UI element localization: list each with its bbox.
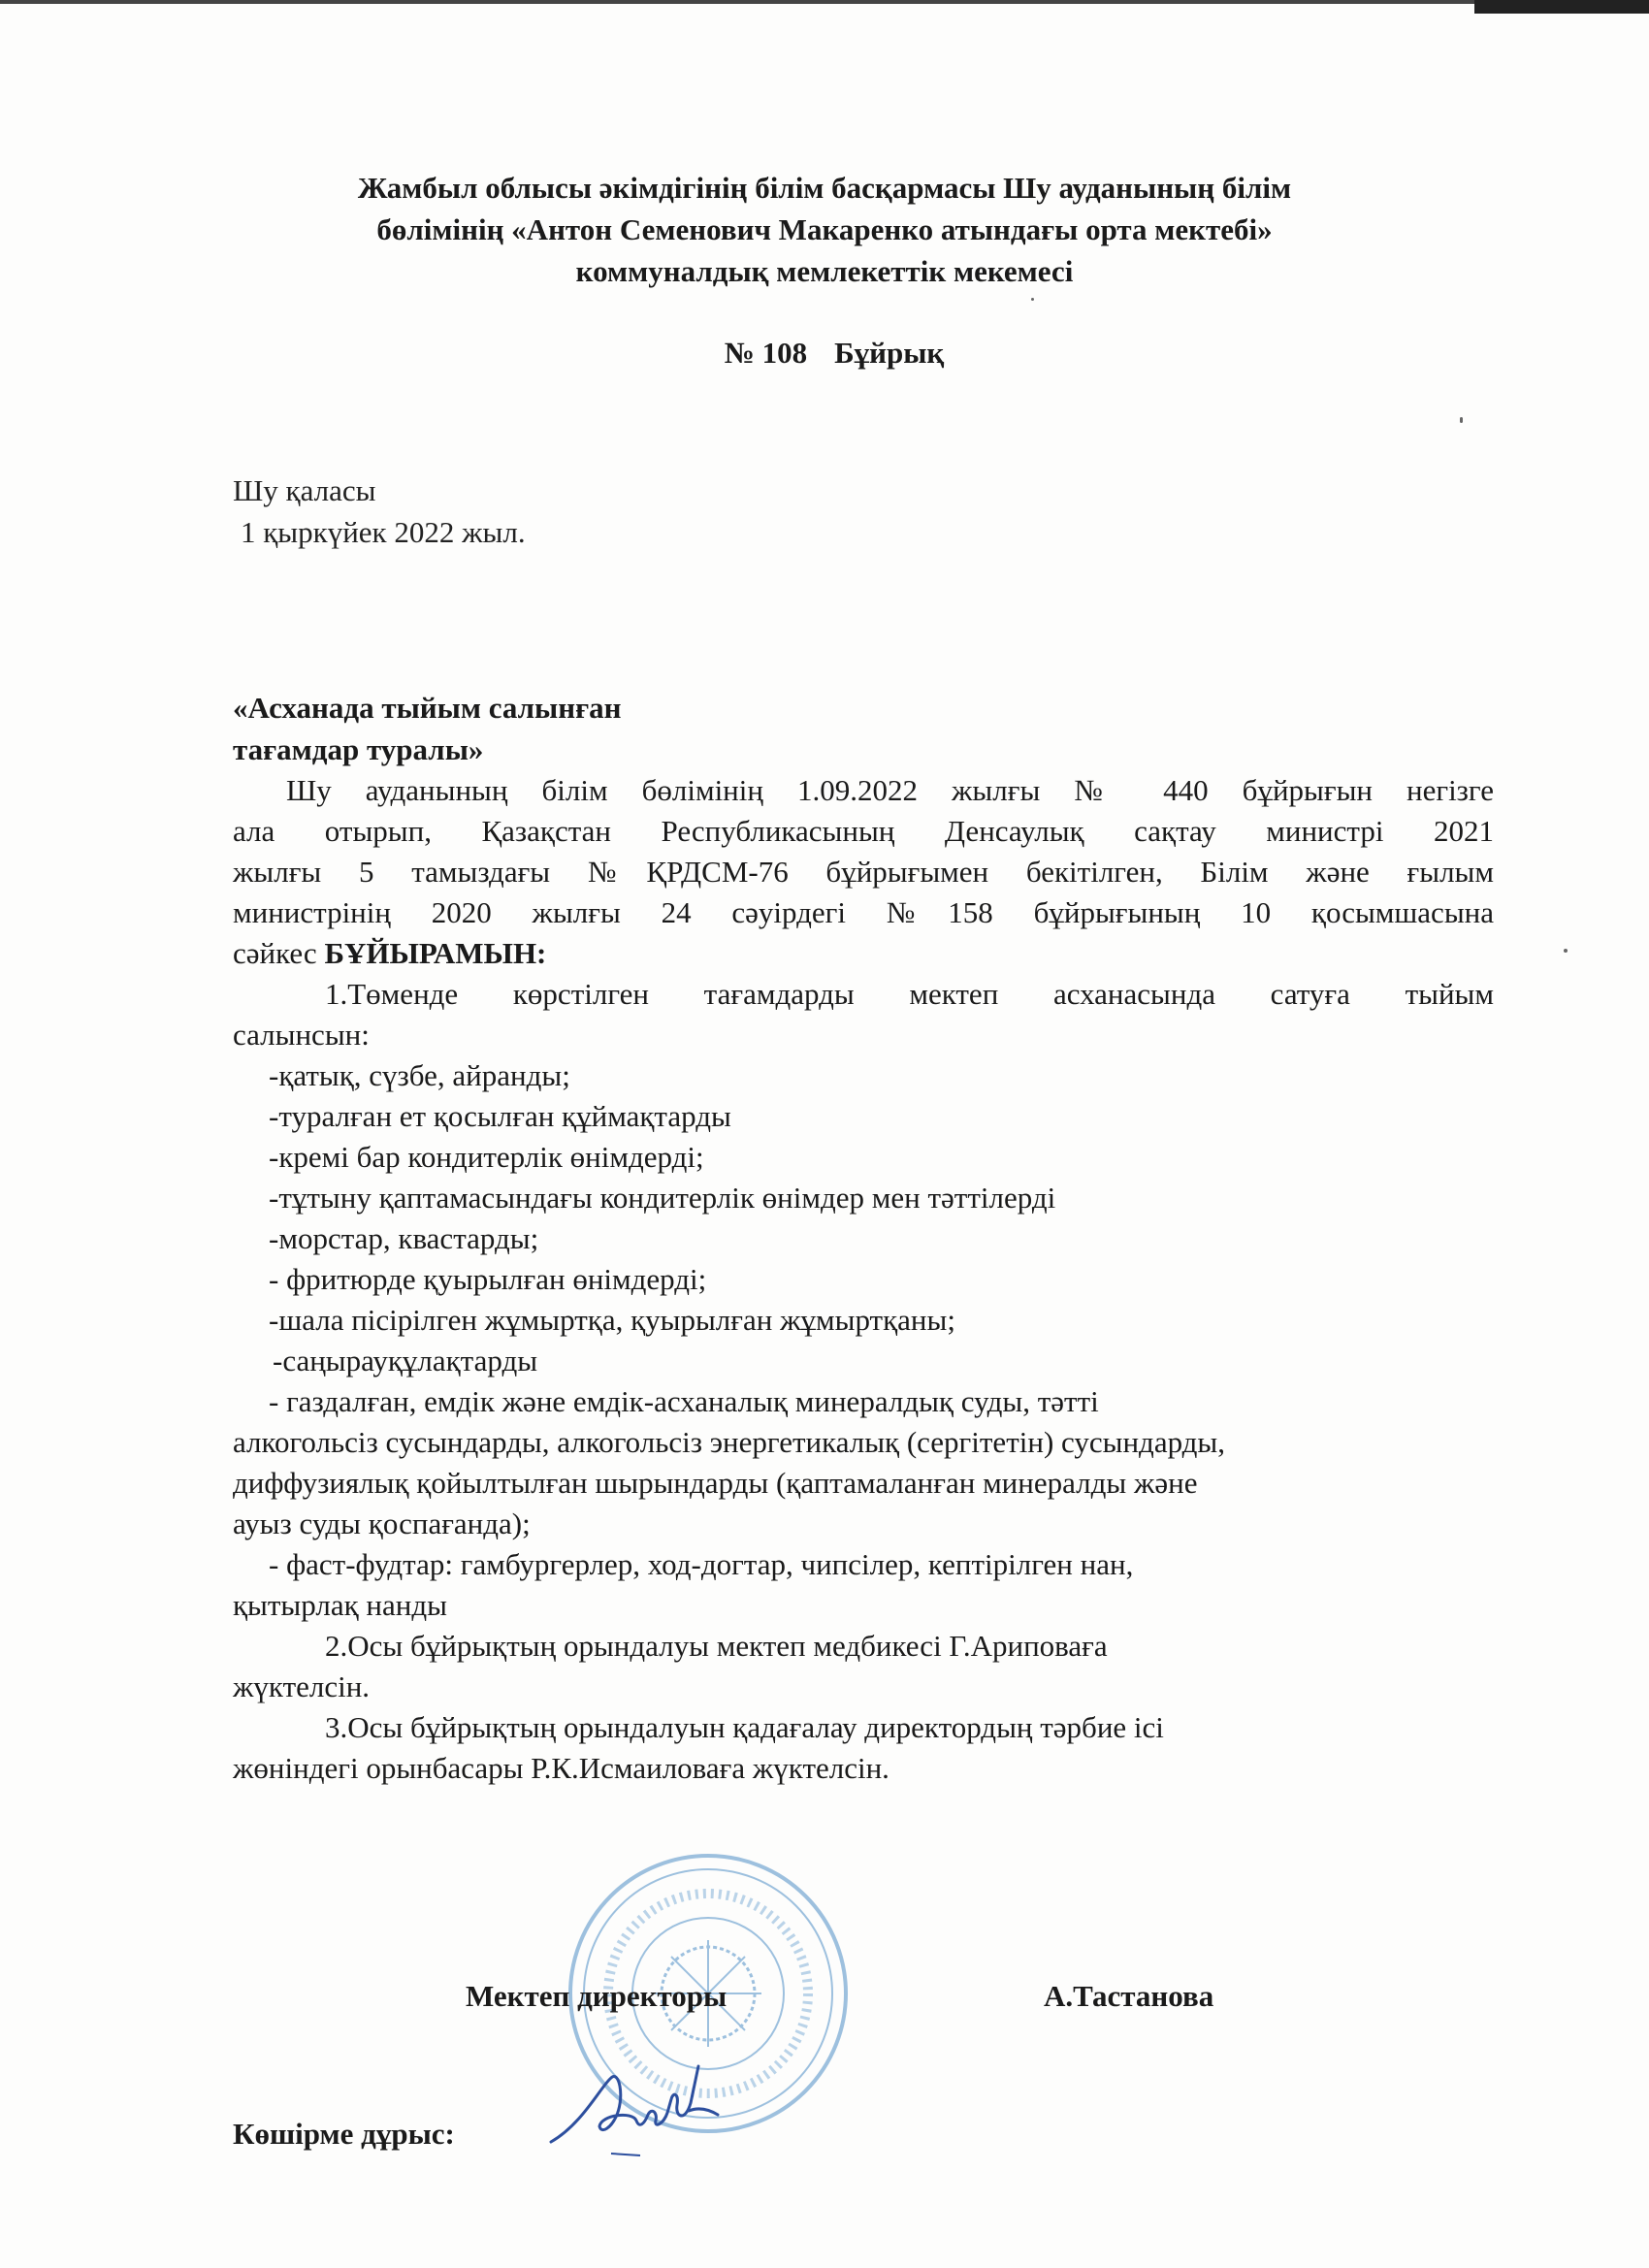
list-item: -саңырауқұлақтарды xyxy=(273,1344,538,1377)
point-2-line-2: жүктелсін. xyxy=(233,1669,371,1703)
list-item-water-line-3: диффузиялық қойылтылған шырындарды (қаптамаланған минералды және xyxy=(233,1466,1198,1500)
copy-verified-label: Көшірме дұрыс: xyxy=(233,2117,455,2151)
list-item-water-line-2: алкогольсіз сусындарды, алкогольсіз энергетикалық (сергітетін) сусындарды, xyxy=(233,1425,1226,1459)
signature-position: Мектеп директоры xyxy=(466,1979,728,2013)
point-1-line-1: 1.Төменде көрстілген тағамдарды мектеп асханасында сатуға тыйым xyxy=(325,977,1494,1011)
list-item: -тұтыну қаптамасындағы кондитерлік өнімдер мен тәттілерді xyxy=(269,1181,1056,1215)
order-number: № 108 xyxy=(724,336,808,370)
order-date: 1 қыркүйек 2022 жыл. xyxy=(241,515,526,549)
list-item: -туралған ет қосылған құймақтарды xyxy=(269,1099,731,1133)
point-3-line-2: жөніндегі орынбасары Р.К.Исмаиловаға жүктелсін. xyxy=(233,1751,889,1785)
preamble-line-2: ала отырып, Қазақстан Республикасының Денсаулық сақтау министрі 2021 xyxy=(233,814,1494,848)
header-line-3: коммуналдық мемлекеттік мекемесі xyxy=(575,254,1074,288)
point-2-line-1: 2.Осы бұйрықтың орындалуы мектеп медбикесі Г.Ариповаға xyxy=(325,1629,1108,1663)
list-item: -морстар, квастарды; xyxy=(269,1221,539,1255)
scan-speck xyxy=(1460,417,1463,423)
list-item-fastfood-line-1: - фаст-фудтар: гамбургерлер, ход-догтар, чипсілер, кептірілген нан, xyxy=(269,1547,1134,1581)
preamble-line-5 xyxy=(233,933,1494,974)
scan-edge-mark xyxy=(1474,0,1649,14)
point-3-line-1: 3.Осы бұйрықтың орындалуын қадағалау директордың тәрбие ісі xyxy=(325,1710,1164,1744)
list-item-water-line-1: - газдалған, емдік және емдік-асханалық минералдық суды, тәтті xyxy=(269,1384,1099,1418)
preamble-line-4: министрінің 2020 жылғы 24 сәуірдегі №158 бұйрығының 10 қосымшасына xyxy=(233,895,1494,929)
list-item-fastfood-line-2: қытырлақ нанды xyxy=(233,1588,447,1622)
scan-speck xyxy=(1031,298,1034,301)
scan-speck xyxy=(1564,949,1568,953)
organization-header xyxy=(194,167,1455,292)
handwritten-signature xyxy=(543,2057,737,2163)
city: Шу қаласы xyxy=(233,473,376,507)
scan-edge-line xyxy=(0,0,1649,4)
list-item: -кремі бар кондитерлік өнімдерді; xyxy=(269,1140,704,1174)
order-title xyxy=(0,336,1649,371)
header-line-2: бөлімінің «Антон Семенович Макаренко атындағы орта мектебі» xyxy=(376,212,1273,246)
order-subject xyxy=(233,687,622,770)
place-date-block xyxy=(233,470,526,553)
list-item: - фритюрде қуырылған өнімдерді; xyxy=(269,1262,707,1296)
order-body xyxy=(233,770,1494,1789)
order-directive: БҰЙЫРАМЫН: xyxy=(324,936,547,970)
preamble-line-1: Шу ауданының білім бөлімінің 1.09.2022 жылғы № 440 бұйрығын негізге xyxy=(286,773,1494,807)
subject-line-1: «Асханада тыйым салынған xyxy=(233,691,622,725)
signatory-name: А.Тастанова xyxy=(1044,1979,1214,2013)
list-item: -қатық, сүзбе, айранды; xyxy=(269,1058,570,1092)
preamble-line-3: жылғы 5 тамыздағы №ҚРДСМ-76 бұйрығымен бекітілген, Білім және ғылым xyxy=(233,855,1494,889)
list-item-water-line-4: ауыз суды қоспағанда); xyxy=(233,1507,531,1540)
point-1-line-2: салынсын: xyxy=(233,1018,370,1052)
subject-line-2: тағамдар туралы» xyxy=(233,732,484,766)
header-line-1: Жамбыл облысы әкімдігінің білім басқармасы Шу ауданының білім xyxy=(357,171,1292,205)
preamble-prefix: сәйкес xyxy=(233,936,325,970)
list-item: -шала пісірілген жұмыртқа, қуырылған жұмыртқаны; xyxy=(269,1303,955,1337)
order-label: Бұйрық xyxy=(834,336,945,370)
